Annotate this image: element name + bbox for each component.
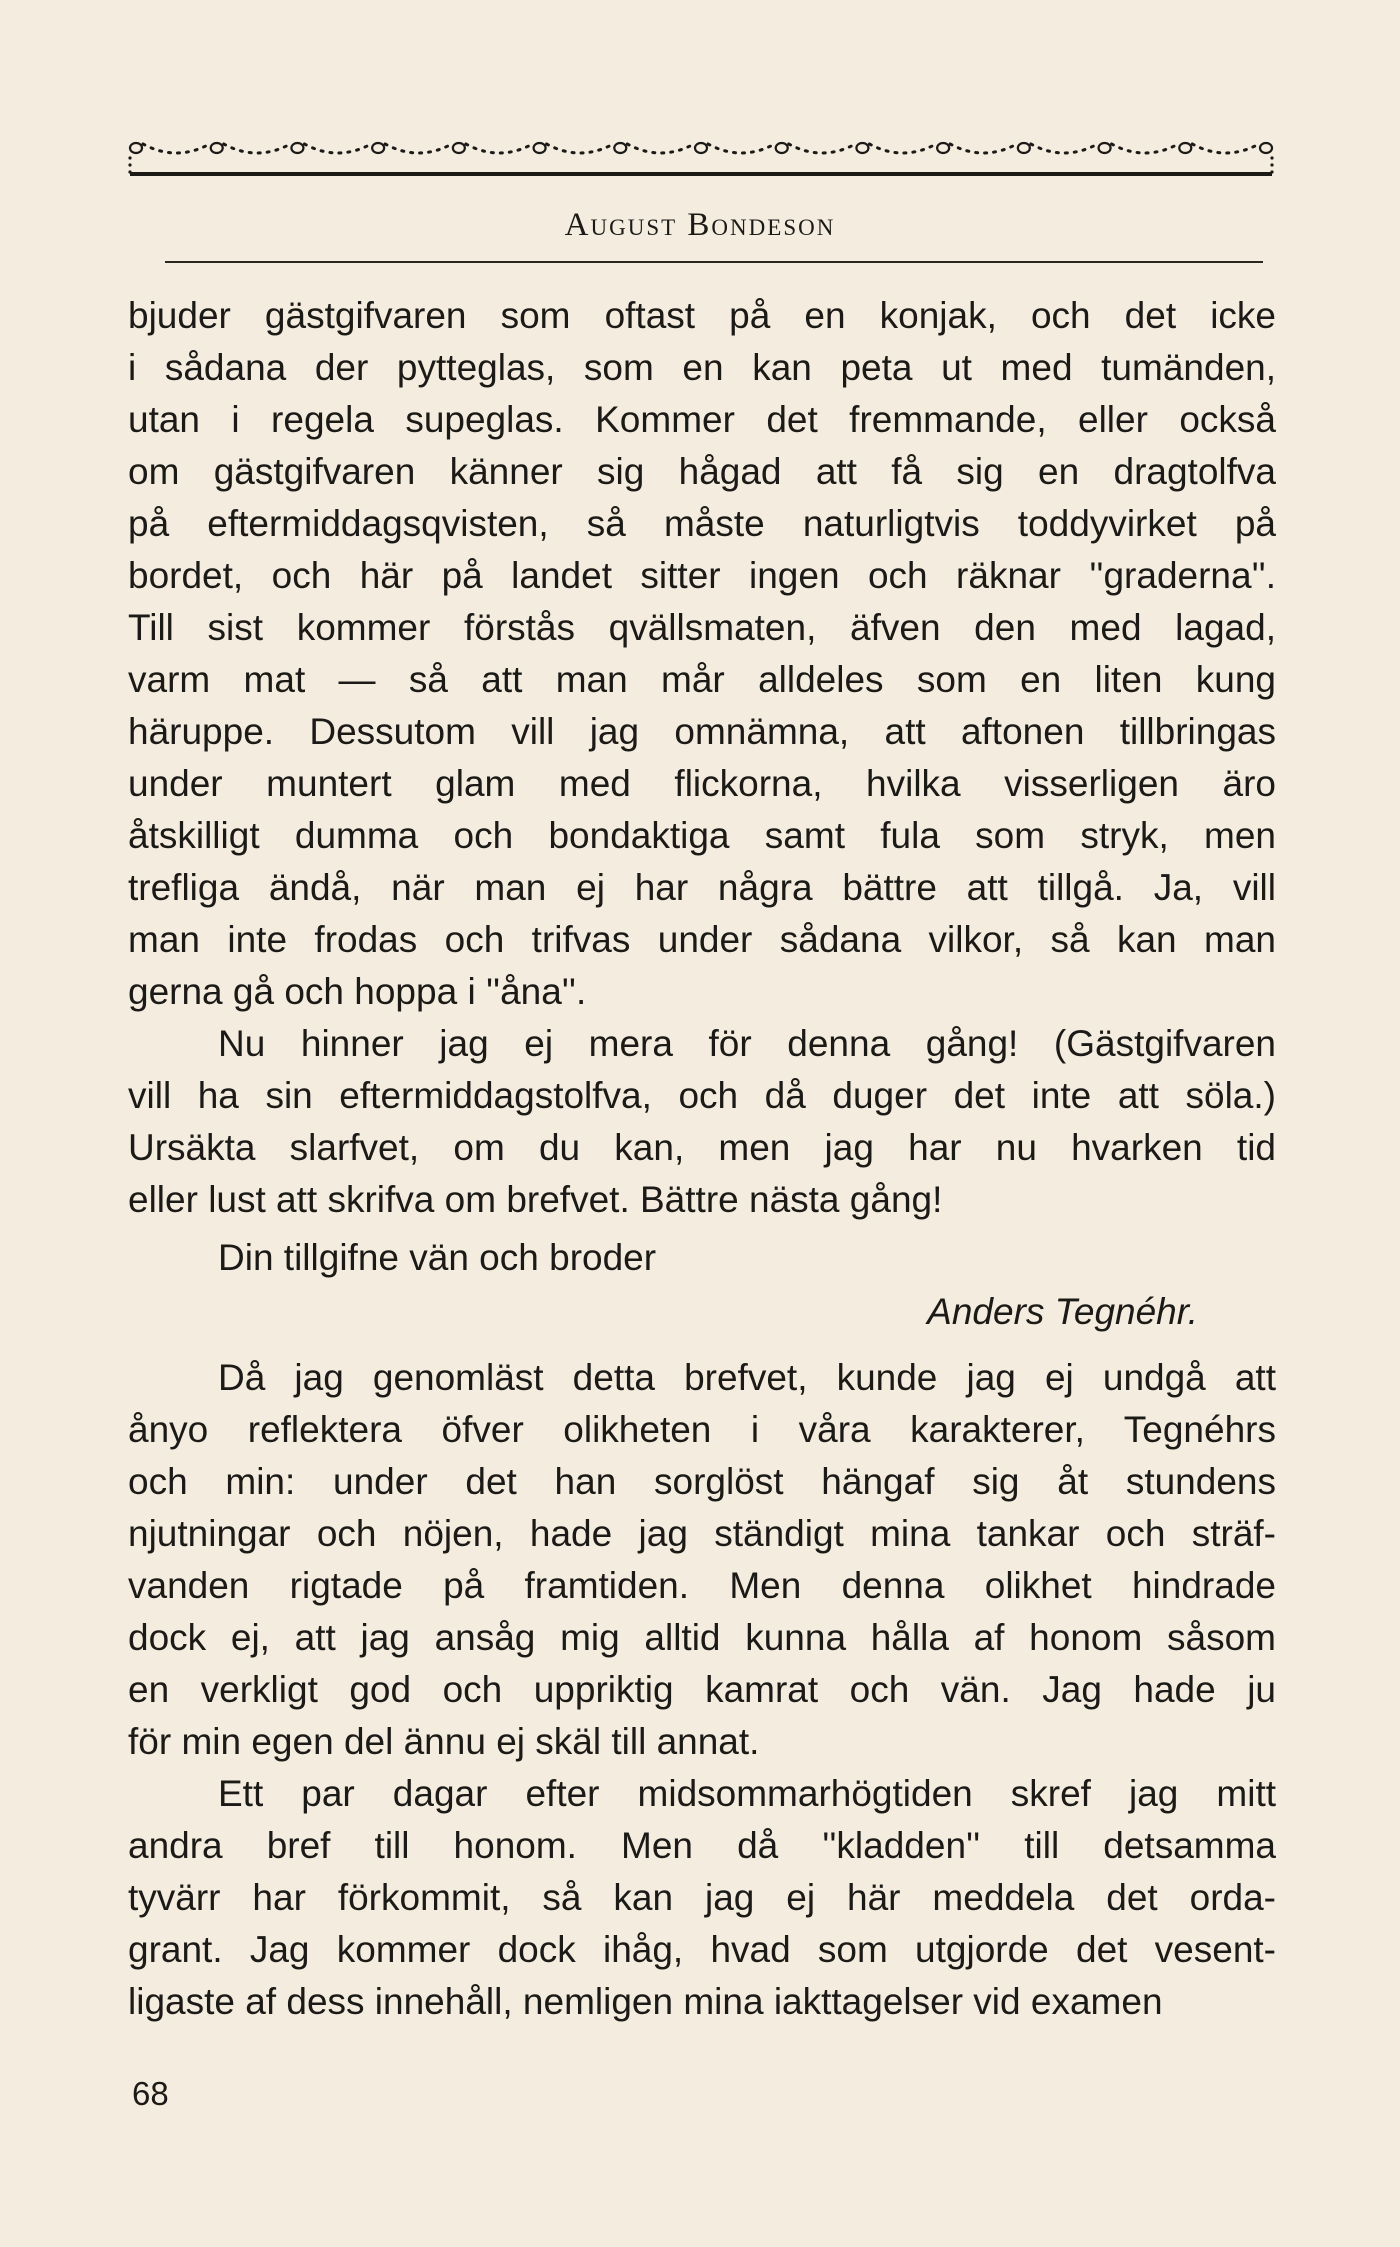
ornament-dots [869,144,936,153]
text-line: under muntert glam med flickorna, hvilka visserligen äro [128,763,1276,804]
ornament-dots [789,144,856,153]
text-line: andra bref till honom. Men då ''kladden'' till detsamma [128,1825,1276,1866]
text-line: en verkligt god och uppriktig kamrat och vän. Jag hade ju [128,1669,1276,1710]
ornament-ring [211,143,223,153]
ornament-dots [1112,144,1179,153]
ornament-dots [708,144,775,153]
ornament-dots [143,144,210,153]
page-number: 68 [132,2075,169,2112]
paragraph-gap [128,1338,1276,1352]
text-line: Till sist kommer förstås qvällsmaten, äfven den med lagad, [128,607,1276,648]
text-line: häruppe. Dessutom vill jag omnämna, att aftonen tillbringas [128,711,1276,752]
text-line: Då jag genomläst detta brefvet, kunde jag ej undgå att [218,1357,1276,1398]
text-line: utan i regela supeglas. Kommer det fremmande, eller också [128,399,1276,440]
text-line: ligaste af dess innehåll, nemligen mina iakttagelser vid examen [128,1981,1163,2022]
ornament-ring [372,143,384,153]
text-line: dock ej, att jag ansåg mig alltid kunna hålla af honom såsom [128,1617,1276,1658]
ornament-dots [547,144,614,153]
body-text [128,290,1276,2028]
ornament-dots [1031,144,1098,153]
ornament-end-dot [1270,163,1273,166]
ornament-ring [776,143,788,153]
text-line: på eftermiddagsqvisten, så måste naturligtvis toddyvirket på [128,503,1276,544]
ornament-dots [224,144,291,153]
text-line: bjuder gästgifvaren som oftast på en konjak, och det icke [128,295,1276,336]
ornament-dots [950,144,1017,153]
text-line: njutningar och nöjen, hade jag ständigt mina tankar och sträf- [128,1513,1276,1554]
paragraph [128,1352,1276,1768]
header-rule [165,261,1263,263]
text-line: för min egen del ännu ej skäl till annat. [128,1721,760,1762]
ornament-ring [1179,143,1191,153]
letter-signature: Anders Tegnéhr. [927,1291,1198,1332]
text-line: bordet, och här på landet sitter ingen och räknar ''graderna''. [128,555,1276,596]
ornament-ring [1018,143,1030,153]
text-line: åtskilligt dumma och bondaktiga samt fula som stryk, men [128,815,1276,856]
ornament-end-dot [1270,156,1273,159]
ornamental-rule [126,128,1276,180]
text-line: man inte frodas och trifvas under sådana vilkor, så kan man [128,919,1276,960]
text-line: Nu hinner jag ej mera för denna gång! (Gästgifvaren [218,1023,1276,1064]
ornament-ring [856,143,868,153]
text-line: vanden rigtade på framtiden. Men denna olikhet hindrade [128,1565,1276,1606]
paragraph [128,1768,1276,2028]
ornament-ring [1260,143,1272,153]
ornament-ring [1099,143,1111,153]
ornament-ring [937,143,949,153]
text-line: gerna gå och hoppa i ''åna''. [128,971,587,1012]
running-head: August Bondeson [564,207,836,243]
ornament-dots [466,144,533,153]
ornament-end-dot [128,163,131,166]
ornament-ring [614,143,626,153]
text-line: ånyo reflektera öfver olikheten i våra karakterer, Tegnéhrs [128,1409,1276,1450]
ornament-dots [385,144,452,153]
text-line: varm mat — så att man mår alldeles som en liten kung [128,659,1276,700]
ornament-dots [304,144,371,153]
text-line: Ursäkta slarfvet, om du kan, men jag har nu hvarken tid [128,1127,1276,1168]
text-line: trefliga ändå, när man ej har några bättre att tillgå. Ja, vill [128,867,1276,908]
letter-closing: Din tillgifne vän och broder [218,1237,657,1278]
text-line: i sådana der pytteglas, som en kan peta ut med tumänden, [128,347,1276,388]
text-line: Ett par dagar efter midsommarhögtiden skref jag mitt [218,1773,1276,1814]
ornament-ring [534,143,546,153]
text-line: tyvärr har förkommit, så kan jag ej här meddela det orda- [128,1877,1276,1918]
text-line: om gästgifvaren känner sig hågad att få sig en dragtolfva [128,451,1276,492]
text-line: grant. Jag kommer dock ihåg, hvad som utgjorde det vesent- [128,1929,1276,1970]
paragraph [128,290,1276,1018]
text-line: vill ha sin eftermiddagstolfva, och då duger det inte att söla.) [128,1075,1276,1116]
ornament-dots [1192,144,1259,153]
text-line: och min: under det han sorglöst hängaf sig åt stundens [128,1461,1276,1502]
ornament-graphic [126,128,1276,180]
ornament-ring [453,143,465,153]
ornament-ring [695,143,707,153]
ornament-end-dot [128,156,131,159]
text-line: eller lust att skrifva om brefvet. Bättre nästa gång! [128,1179,943,1220]
paragraph [128,1018,1276,1226]
ornament-dots [627,144,694,153]
ornament-ring [130,143,142,153]
ornament-ring [291,143,303,153]
